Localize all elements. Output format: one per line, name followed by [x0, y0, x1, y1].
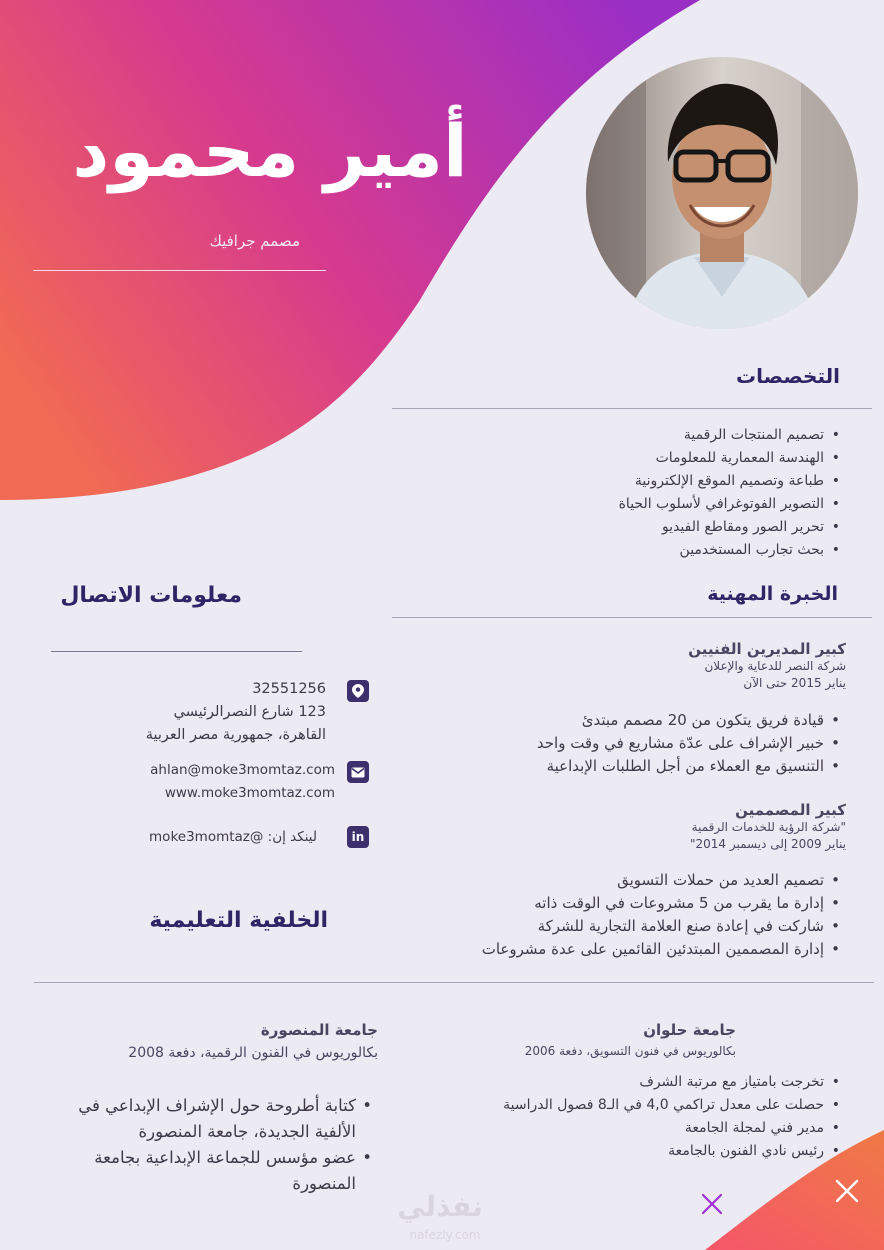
job-title-subtitle: مصمم جرافيك: [209, 232, 300, 250]
contact-address-line: القاهرة، جمهورية مصر العربية: [145, 727, 326, 743]
close-icon[interactable]: [700, 1192, 724, 1216]
skill-item: • بحث تجارب المستخدمين: [619, 539, 842, 562]
skills-divider: [392, 408, 872, 409]
job-duty: • التنسيق مع العملاء من أجل الطلبات الإبداعية: [537, 755, 842, 778]
job-duty: • قيادة فريق يتكون من 20 مصمم مبتدئ: [537, 709, 842, 732]
job-duty: • شاركت في إعادة صنع العلامة التجارية للشركة: [482, 915, 842, 938]
contact-email[interactable]: ahlan@moke3momtaz.com: [150, 762, 335, 778]
skills-list: [619, 424, 842, 562]
linkedin-icon: in: [347, 826, 369, 848]
skill-item: • تصميم المنتجات الرقمية: [619, 424, 842, 447]
school-point: • حصلت على معدل تراكمي 4,0 في الـ8 فصول الدراسية: [503, 1094, 842, 1117]
job-company: شركة النصر للدعاية والإعلان: [704, 659, 846, 673]
contact-phone: 32551256: [252, 681, 326, 697]
job-title: كبير المصممين: [735, 801, 846, 819]
watermark-logo: نفذلي: [397, 1190, 483, 1223]
contact-linkedin[interactable]: لينكد إن: @moke3momtaz: [149, 829, 317, 845]
job-duty: • خبير الإشراف على عدّة مشاريع في وقت واحد: [537, 732, 842, 755]
school-degree: بكالوريوس في فنون التسويق، دفعة 2006: [524, 1044, 736, 1058]
header-wave-shape: [0, 0, 700, 500]
school-degree: بكالوريوس في الفنون الرقمية، دفعة 2008: [128, 1045, 378, 1061]
school-points-list: [503, 1071, 842, 1163]
header-divider: [33, 270, 326, 271]
experience-heading: الخبرة المهنية: [707, 583, 838, 605]
job-duty: • إدارة ما يقرب من 5 مشروعات في الوقت ذاته: [482, 892, 842, 915]
job-duties-list: [482, 869, 842, 961]
skill-item: • الهندسة المعمارية للمعلومات: [619, 447, 842, 470]
school-point: • رئيس نادي الفنون بالجامعة: [503, 1140, 842, 1163]
contact-address-block: [100, 678, 326, 747]
contact-divider: [51, 651, 302, 652]
school-entry: [60, 1021, 378, 1062]
experience-divider: [392, 617, 872, 618]
job-entry: [560, 640, 846, 692]
job-company: "شركة الرؤية للخدمات الرقمية: [691, 820, 846, 834]
contact-online-block: [100, 759, 335, 805]
contact-website[interactable]: www.moke3momtaz.com: [164, 785, 335, 801]
job-dates: يناير 2015 حتى الآن: [743, 676, 846, 690]
school-point: • مدير فني لمجلة الجامعة: [503, 1117, 842, 1140]
school-point: • تخرجت بامتياز مع مرتبة الشرف: [503, 1071, 842, 1094]
job-duty: • تصميم العديد من حملات التسويق: [482, 869, 842, 892]
watermark-url: nafezly.com: [409, 1228, 481, 1242]
job-entry: [560, 801, 846, 853]
contact-heading: معلومات الاتصال: [60, 583, 242, 608]
school-points-list: [48, 1093, 374, 1197]
profile-photo: [586, 57, 858, 329]
location-pin-icon: [347, 680, 369, 702]
skill-item: • التصوير الفوتوغرافي لأسلوب الحياة: [619, 493, 842, 516]
school-point: • عضو مؤسس للجماعة الإبداعية بجامعة المنصورة: [48, 1145, 374, 1197]
close-icon[interactable]: [834, 1178, 860, 1204]
education-heading: الخلفية التعليمية: [149, 908, 328, 933]
job-dates: يناير 2009 إلى ديسمبر 2014": [689, 837, 846, 851]
school-point: • كتابة أطروحة حول الإشراف الإبداعي في الألفية الجديدة، جامعة المنصورة: [48, 1093, 374, 1145]
job-duties-list: [537, 709, 842, 778]
school-name: جامعة حلوان: [643, 1021, 736, 1039]
education-divider: [34, 982, 874, 983]
school-name: جامعة المنصورة: [260, 1021, 378, 1039]
portrait-illustration: [586, 57, 858, 329]
job-duty: • إدارة المصممين المبتدئين القائمين على عدة مشروعات: [482, 938, 842, 961]
skill-item: • تحرير الصور ومقاطع الفيديو: [619, 516, 842, 539]
skills-heading: التخصصات: [736, 364, 840, 388]
school-entry: [450, 1021, 736, 1060]
person-name: أمير محمود: [72, 109, 468, 193]
skill-item: • طباعة وتصميم الموقع الإلكترونية: [619, 470, 842, 493]
job-title: كبير المديرين الفنيين: [688, 640, 846, 658]
contact-address-line: 123 شارع النصرالرئيسي: [173, 704, 326, 720]
mail-icon: [347, 761, 369, 783]
